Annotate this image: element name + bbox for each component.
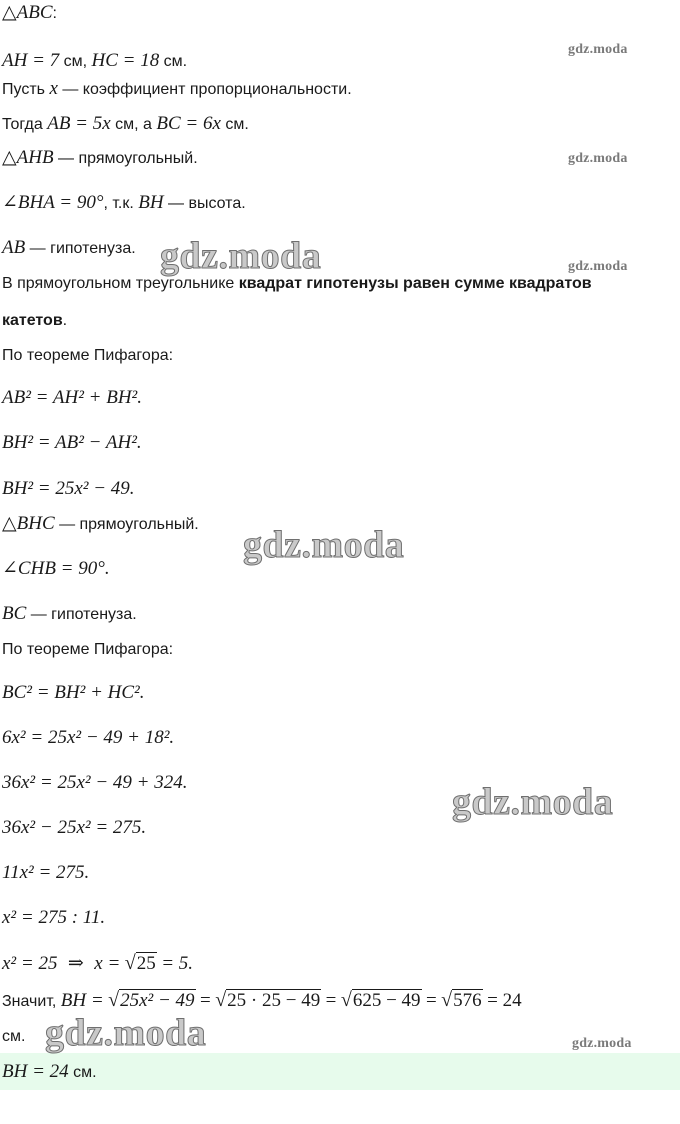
answer-line: BH = 24 см. (2, 1061, 97, 1082)
line-angle-chb: ∠CHB = 90°. (2, 558, 110, 579)
line-bh-computation: Значит, BH = √25x² − 49 = √25 · 25 − 49 = √625 − 49 = √576 = 24 (2, 989, 522, 1011)
line-then-ab-bc: Тогда AB = 5x см, а BC = 6x см. (2, 113, 249, 134)
watermark-small-2: gdz.moda (568, 151, 628, 166)
equation-11x: 11x² = 275. (2, 862, 90, 883)
watermark-big-4: gdz.moda (45, 1012, 207, 1054)
equation-36x: 36x² = 25x² − 49 + 324. (2, 772, 188, 793)
line-ahb-right: △AHB — прямоугольный. (2, 147, 198, 168)
watermark-big-2: gdz.moda (243, 524, 405, 566)
line-theorem-statement-cont: катетов. (2, 312, 68, 329)
line-triangle-abc: △ABC: (2, 2, 57, 23)
line-given-lengths: AH = 7 см, HC = 18 см. (2, 50, 188, 71)
sqrt-25: √25 (124, 952, 156, 974)
answer-highlight (0, 1053, 680, 1090)
equation-ab-squared: AB² = AH² + BH². (2, 387, 143, 408)
line-let-x: Пусть x — коэффициент пропорциональности. (2, 78, 352, 99)
line-pythagoras-2: По теореме Пифагора: (2, 641, 174, 658)
implies-arrow: ⇒ (67, 953, 84, 974)
equation-x-squared: x² = 275 : 11. (2, 907, 106, 928)
equation-36x-minus: 36x² − 25x² = 275. (2, 817, 147, 838)
line-bhc-right: △BHC — прямоугольный. (2, 513, 199, 534)
line-pythagoras-1: По теореме Пифагора: (2, 347, 174, 364)
equation-6x: 6x² = 25x² − 49 + 18². (2, 727, 175, 748)
equation-x-value: x² = 25 ⇒ x = √25 = 5. (2, 952, 194, 974)
watermark-big-1: gdz.moda (160, 235, 322, 277)
equation-bh-squared-1: BH² = AB² − AH². (2, 432, 142, 453)
line-cm: см. (2, 1028, 26, 1045)
watermark-small-3: gdz.moda (568, 259, 628, 274)
equation-bc-squared: BC² = BH² + HC². (2, 682, 145, 703)
watermark-small-4: gdz.moda (572, 1036, 632, 1051)
line-theorem-statement: В прямоугольном треугольнике квадрат гипотенузы равен сумме квадратов (2, 275, 592, 292)
line-bc-hypotenuse: BC — гипотенуза. (2, 603, 137, 624)
watermark-big-3: gdz.moda (452, 781, 614, 823)
line-angle-bha: ∠BHA = 90°, т.к. BH — высота. (2, 192, 246, 213)
watermark-small-1: gdz.moda (568, 42, 628, 57)
line-ab-hypotenuse: AB — гипотенуза. (2, 237, 136, 258)
triangle-symbol: △ (2, 2, 17, 23)
equation-bh-squared-2: BH² = 25x² − 49. (2, 478, 135, 499)
